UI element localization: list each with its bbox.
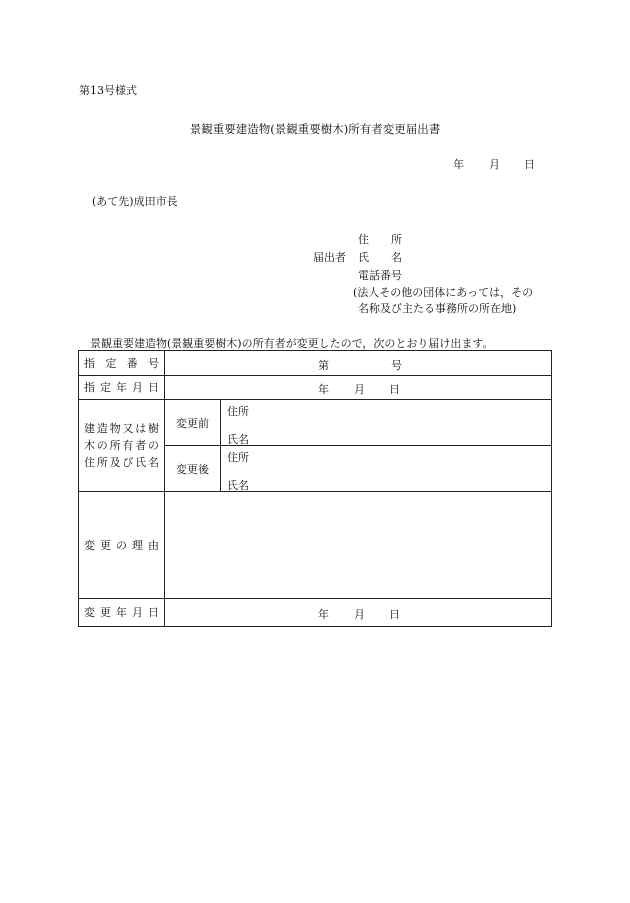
change-month: 月 <box>354 608 365 621</box>
applicant-name-label: 氏 名 <box>358 251 402 264</box>
after-address-label: 住所 <box>227 450 249 464</box>
owner-label: 建造物又は樹木の所有者の住所及び氏名 <box>79 400 165 492</box>
designation-number-label: 指定番号 <box>79 351 165 376</box>
designation-number-value[interactable] <box>165 351 552 376</box>
before-value[interactable] <box>221 400 552 446</box>
designation-date-value[interactable] <box>165 376 552 400</box>
addressee: (あて先)成田市長 <box>92 195 178 208</box>
number-prefix: 第 <box>318 359 329 372</box>
date-month-label: 月 <box>489 158 500 171</box>
applicant-label: 届出者 <box>313 251 346 264</box>
intro-text: 景観重要建造物(景観重要樹木)の所有者が変更したので，次のとおり届け出ます。 <box>90 337 494 350</box>
designation-year: 年 <box>318 383 329 396</box>
owner-before-row <box>79 400 552 446</box>
designation-number-row <box>79 351 552 376</box>
corporate-note-line1: (法人その他の団体にあっては，その <box>353 286 534 299</box>
designation-month: 月 <box>354 383 365 396</box>
before-label: 変更前 <box>165 400 221 446</box>
applicant-address-label: 住 所 <box>358 233 402 246</box>
change-date-value[interactable] <box>165 599 552 627</box>
reason-value[interactable] <box>165 492 552 599</box>
change-date-label: 変更年月日 <box>79 599 165 627</box>
date-year-label: 年 <box>453 158 464 171</box>
after-name-label: 氏名 <box>227 478 249 492</box>
before-name-label: 氏名 <box>227 432 249 446</box>
applicant-phone-label: 電話番号 <box>358 269 402 282</box>
date-day-label: 日 <box>524 158 535 171</box>
corporate-note-line2: 名称及び主たる事務所の所在地) <box>358 302 517 315</box>
designation-date-label: 指定年月日 <box>79 376 165 400</box>
document-title: 景観重要建造物(景観重要樹木)所有者変更届出書 <box>189 122 441 136</box>
change-date-row <box>79 599 552 627</box>
reason-row <box>79 492 552 599</box>
designation-date-row <box>79 376 552 400</box>
reason-label: 変更の理由 <box>79 492 165 599</box>
change-day: 日 <box>389 608 400 621</box>
notification-table <box>78 350 552 627</box>
before-address-label: 住所 <box>227 404 249 418</box>
change-year: 年 <box>318 608 329 621</box>
after-value[interactable] <box>221 446 552 492</box>
form-number: 第13号様式 <box>79 84 137 97</box>
after-label: 変更後 <box>165 446 221 492</box>
number-suffix: 号 <box>391 359 402 372</box>
designation-day: 日 <box>389 383 400 396</box>
